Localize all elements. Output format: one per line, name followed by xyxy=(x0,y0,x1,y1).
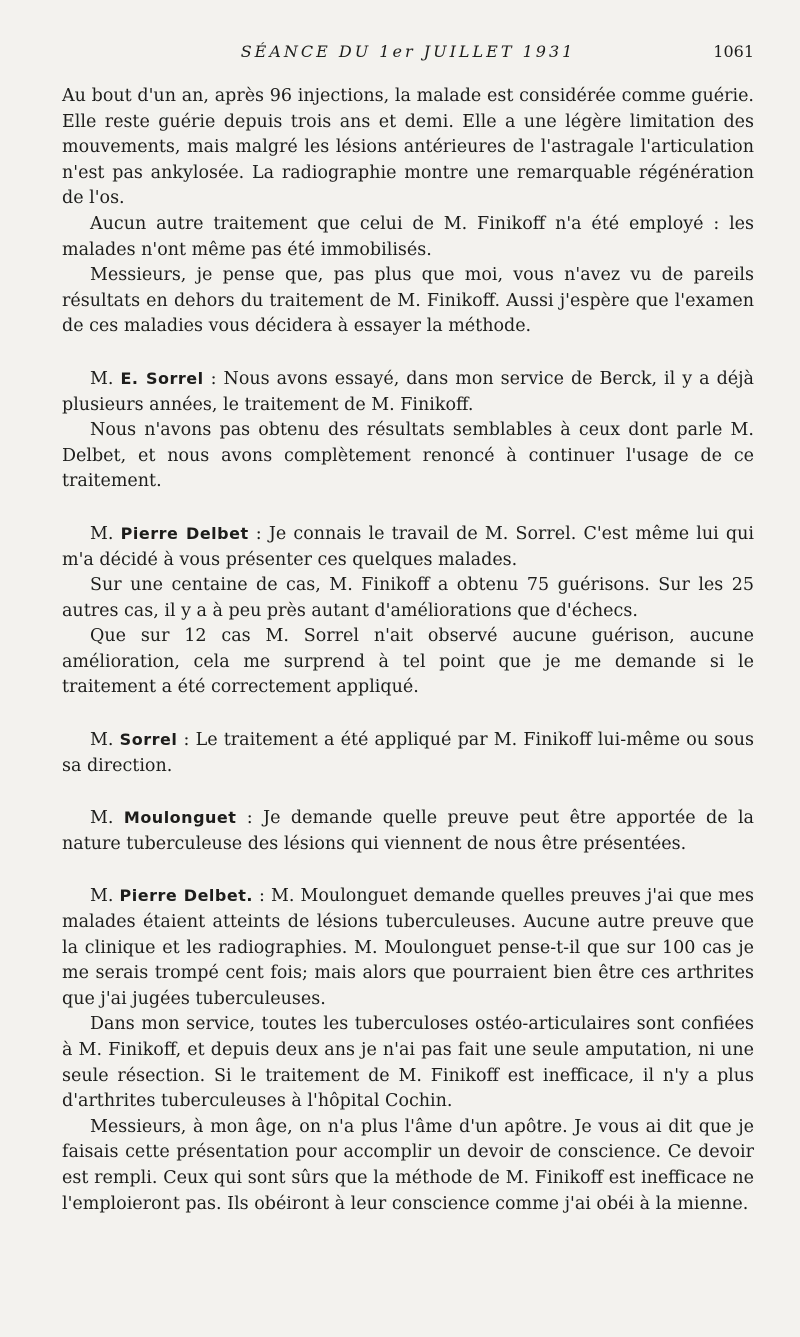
speaker-paragraph xyxy=(62,727,754,779)
speaker-name: Sorrel xyxy=(119,730,178,750)
speaker-paragraph xyxy=(62,883,754,1012)
speaker-paragraph xyxy=(62,366,754,418)
running-header xyxy=(62,42,754,68)
paragraph-text: : Je connais le travail de M. Sorrel. C'est même lui qui m'a décidé à vous présenter ces quelques malades. xyxy=(62,523,755,570)
paragraph-text: : Le traitement a été appliqué par M. Finikoff lui-même ou sous sa direction. xyxy=(62,730,754,776)
paragraph xyxy=(62,1012,754,1114)
paragraph xyxy=(62,1115,754,1217)
speaker-name: E. Sorrel xyxy=(120,368,204,388)
speaker-prefix: M. xyxy=(90,730,120,751)
paragraph xyxy=(62,263,754,340)
paragraph-text: : M. Moulonguet demande quelles preuves j'ai que mes malades étaient atteints de lésions tuberculeuses. Aucune autre preuve que la clinique et les radiographies. M. Moulonguet pense-t-il que sur 100 cas je me serais trompé cent fois; mais alors que pourraient bien être ces arthrites que j'ai jugées tuberculeuses. xyxy=(62,886,754,1009)
paragraph-text: Aucun autre traitement que celui de M. Finikoff n'a été employé : les malades n'ont même pas été immobilisés. xyxy=(62,213,754,260)
paragraph-text: Messieurs, à mon âge, on n'a plus l'âme d'un apôtre. Je vous ai dit que je faisais cette présentation pour accomplir un devoir de conscience. Ce devoir est rempli. Ceux qui sont sûrs que la méthode de M. Finikoff est inefficace ne l'emploieront pas. Ils obéiront à leur conscience comme j'ai obéi à la mienne. xyxy=(62,1116,754,1214)
paragraph-text: Que sur 12 cas M. Sorrel n'ait observé aucune guérison, aucune amélioration, cela me surprend à tel point que je me demande si le traitement a été correctement appliqué. xyxy=(62,626,754,698)
running-title: SÉANCE DU 1er JUILLET 1931 xyxy=(240,42,576,61)
paragraph xyxy=(62,573,754,624)
speaker-prefix: M. xyxy=(90,523,121,544)
paragraph-text: Nous n'avons pas obtenu des résultats semblables à ceux dont parle M. Delbet, et nous avons complètement renoncé à continuer l'usage de ce traitement. xyxy=(62,420,754,492)
body-text xyxy=(62,84,754,1217)
paragraph-text: Sur une centaine de cas, M. Finikoff a obtenu 75 guérisons. Sur les 25 autres cas, il y a à peu près autant d'améliorations que d'échecs. xyxy=(62,575,754,621)
paragraph-text: : Nous avons essayé, dans mon service de Berck, il y a déjà plusieurs années, le traitement de M. Finikoff. xyxy=(62,368,754,415)
paragraph-text: : Je demande quelle preuve peut être apportée de la nature tuberculeuse des lésions qui viennent de nous être présentées. xyxy=(62,808,754,854)
paragraph xyxy=(62,212,754,263)
speaker-name: Pierre Delbet xyxy=(120,523,249,543)
speaker-name: Pierre Delbet. xyxy=(119,886,253,906)
paragraph xyxy=(62,418,754,495)
speaker-prefix: M. xyxy=(90,368,121,389)
paragraph-text: Messieurs, je pense que, pas plus que moi, vous n'avez vu de pareils résultats en dehors du traitement de M. Finikoff. Aussi j'espère que l'examen de ces maladies vous décidera à essayer la méthode. xyxy=(62,265,754,337)
speaker-prefix: M. xyxy=(90,886,120,907)
speaker-paragraph xyxy=(62,521,754,573)
paragraph-text: Dans mon service, toutes les tuberculoses ostéo-articulaires sont confiées à M. Finikoff, et depuis deux ans je n'ai pas fait une seule amputation, ni une seule résection. Si le traitement de M. Finikoff est inefficace, il n'y a plus d'arthrites tuberculeuses à l'hôpital Cochin. xyxy=(62,1014,754,1112)
speaker-paragraph xyxy=(62,805,754,857)
paragraph xyxy=(62,84,754,212)
paragraph-text: Au bout d'un an, après 96 injections, la malade est considérée comme guérie. Elle reste guérie depuis trois ans et demi. Elle a une légère limitation des mouvements, mais malgré les lésions antérieures de l'astragale l'articulation n'est pas ankylosée. La radiographie montre une remarquable régénération de l'os. xyxy=(62,86,754,209)
paragraph xyxy=(62,624,754,701)
speaker-prefix: M. xyxy=(90,808,124,829)
page-number: 1061 xyxy=(713,42,754,61)
speaker-name: Moulonguet xyxy=(123,808,237,828)
